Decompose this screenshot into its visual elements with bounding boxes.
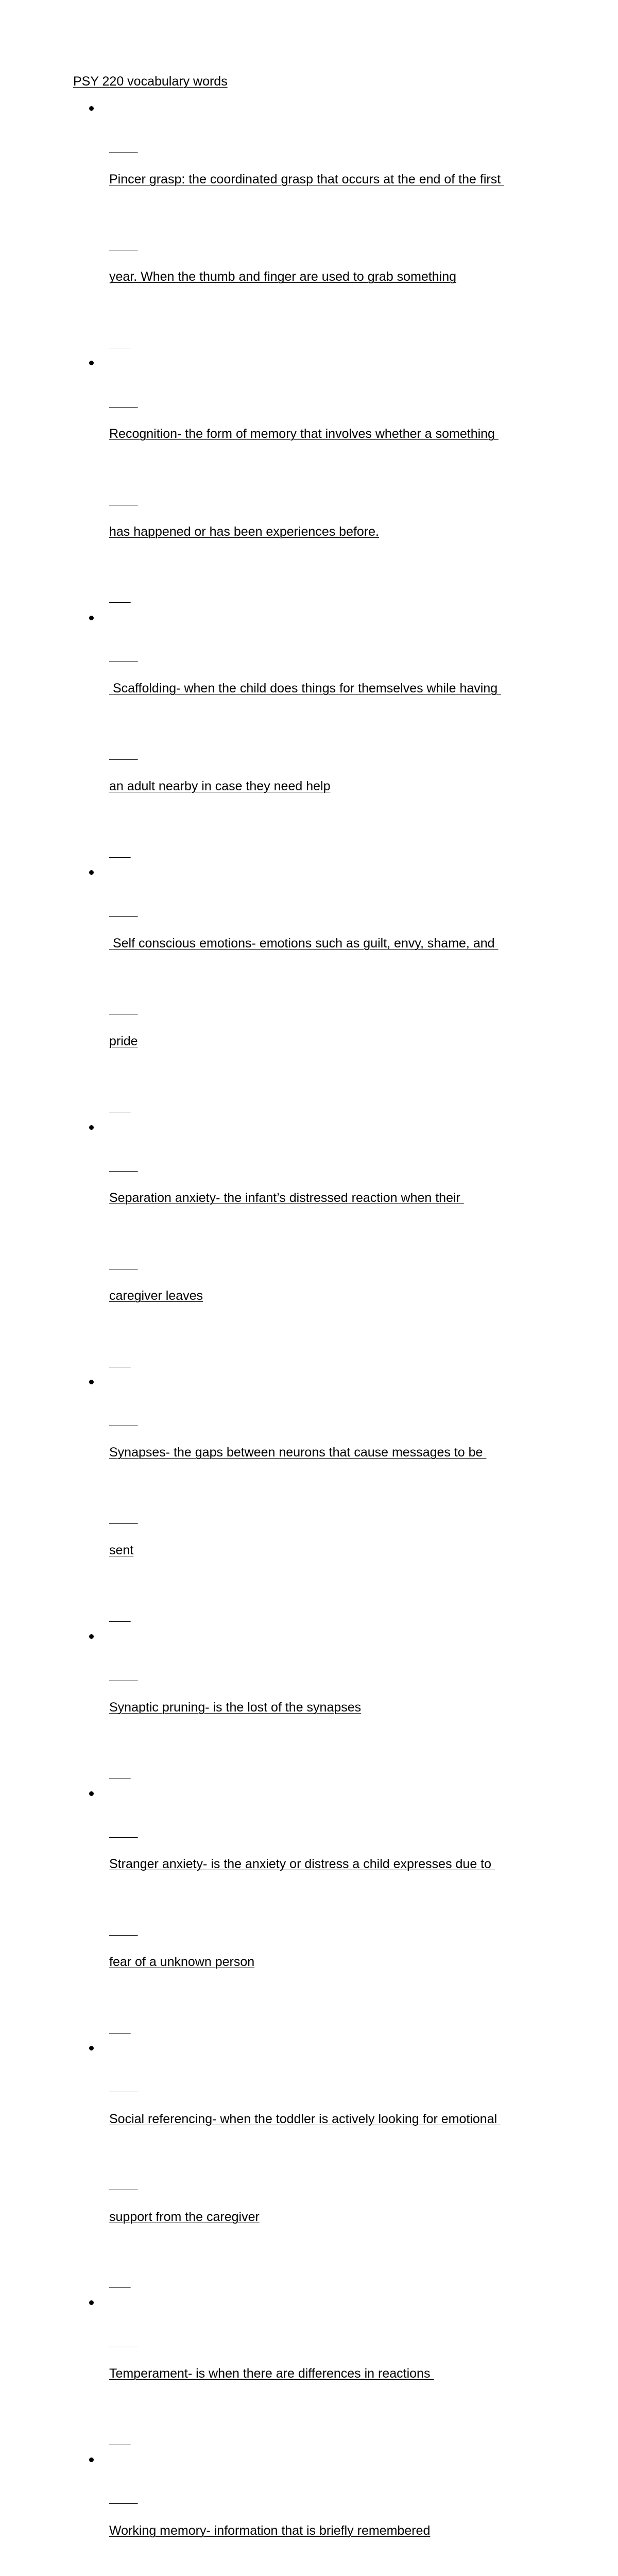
- vocab-definition: [109, 2449, 552, 2576]
- bullet-icon: [89, 1791, 94, 1796]
- list-item: [0, 2292, 618, 2455]
- text-line: caregiver leaves: [109, 1288, 203, 1303]
- list-item: [0, 1117, 618, 1378]
- bullet-icon: [89, 1125, 94, 1130]
- vocab-definition: [109, 2038, 552, 2298]
- list-item: [0, 862, 618, 1123]
- list-item: [0, 1371, 618, 1632]
- bullet-icon: [89, 2300, 94, 2305]
- text-line: fear of a unknown person: [109, 1955, 255, 1970]
- bullet-icon: [89, 2458, 94, 2462]
- text-line: Stranger anxiety- is the anxiety or distress a child expresses due to: [109, 1857, 495, 1872]
- text-line: has happened or has been experiences before.: [109, 524, 379, 539]
- bullet-icon: [89, 106, 94, 111]
- text-line: Working memory- information that is briefly remembered: [109, 2523, 431, 2538]
- text-line: year. When the thumb and finger are used to grab something: [109, 269, 457, 284]
- text-line: Synaptic pruning- is the lost of the synapses: [109, 1700, 362, 1715]
- vocab-definition: [109, 1783, 552, 2044]
- text-line: support from the caregiver: [109, 2209, 260, 2224]
- vocab-definition: [109, 352, 552, 613]
- text-line: an adult nearby in case they need help: [109, 779, 331, 794]
- vocab-definition: [109, 98, 552, 359]
- bullet-icon: [89, 616, 94, 620]
- list-item: [0, 352, 618, 613]
- text-line: Separation anxiety- the infant’s distressed reaction when their: [109, 1191, 464, 1206]
- text-line: Temperament- is when there are differences in reactions: [109, 2366, 434, 2381]
- text-line: Social referencing- when the toddler is actively looking for emotional: [109, 2111, 501, 2126]
- vocab-definition: [109, 1626, 552, 1789]
- bullet-icon: [89, 870, 94, 875]
- text-line: Recognition- the form of memory that involves whether a something: [109, 426, 499, 441]
- text-line: pride: [109, 1033, 138, 1048]
- vocab-definition: [109, 1371, 552, 1632]
- vocab-definition: [109, 2292, 552, 2455]
- text-line: Scaffolding- when the child does things for themselves while having: [109, 681, 502, 696]
- list-item: [0, 607, 618, 868]
- text-line: Self conscious emotions- emotions such as guilt, envy, shame, and: [109, 936, 499, 951]
- text-line: Pincer grasp: the coordinated grasp that occurs at the end of the first: [109, 172, 505, 187]
- page-title: PSY 220 vocabulary words: [73, 74, 228, 89]
- list-item: [0, 1783, 618, 2044]
- vocab-definition: [109, 862, 552, 1123]
- list-item: [0, 1626, 618, 1789]
- vocabulary-list: [0, 104, 618, 2576]
- bullet-icon: [89, 1634, 94, 1639]
- vocab-definition: [109, 1117, 552, 1378]
- bullet-icon: [89, 2046, 94, 2050]
- text-line: Synapses- the gaps between neurons that cause messages to be: [109, 1445, 487, 1460]
- bullet-icon: [89, 1380, 94, 1384]
- text-line: sent: [109, 1543, 134, 1558]
- list-item: [0, 98, 618, 359]
- list-item: [0, 2449, 618, 2576]
- list-item: [0, 2038, 618, 2298]
- bullet-icon: [89, 361, 94, 365]
- vocab-definition: [109, 607, 552, 868]
